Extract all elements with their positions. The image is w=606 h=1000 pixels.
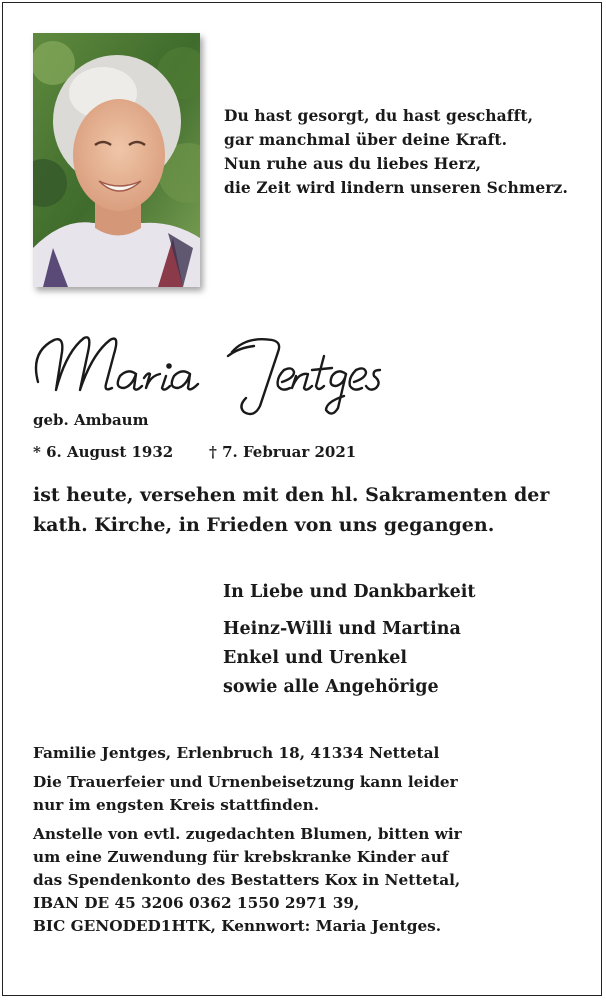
donation-line: das Spendenkonto des Bestatters Kox in Nettetal, [33,871,461,889]
death-date: † 7. Februar 2021 [209,443,357,461]
mourner-line: Heinz-Willi und Martina [223,619,461,639]
ceremony-line: Die Trauerfeier und Urnenbeisetzung kann leider [33,773,458,791]
poem-line: gar manchmal über deine Kraft. [224,130,508,149]
portrait-photo [33,33,200,287]
birth-name: geb. Ambaum [33,411,149,429]
poem-line: die Zeit wird lindern unseren Schmerz. [224,178,568,197]
donation-line: IBAN DE 45 3206 0362 1550 2971 39, [33,894,360,912]
family-address: Familie Jentges, Erlenbruch 18, 41334 Nettetal [33,744,440,762]
announcement [33,480,549,540]
poem [224,104,568,200]
deceased-name-script [32,312,412,422]
poem-line: Du hast gesorgt, du hast geschafft, [224,106,534,125]
info-block [33,742,462,938]
poem-line: Nun ruhe aus du liebes Herz, [224,154,482,173]
signature-intro: In Liebe und Dankbarkeit [223,582,476,602]
ceremony-line: nur im engsten Kreis stattfinden. [33,796,320,814]
donation-line: um eine Zuwendung für krebskranke Kinder auf [33,848,449,866]
donation-line: Anstelle von evtl. zugedachten Blumen, bitten wir [33,825,462,843]
mourner-line: sowie alle Angehörige [223,677,439,697]
mourner-line: Enkel und Urenkel [223,648,408,668]
signature-block [223,578,475,702]
announcement-line: kath. Kirche, in Frieden von uns gegangen. [33,514,495,536]
donation-line: BIC GENODED1HTK, Kennwort: Maria Jentges. [33,917,442,935]
birth-date: * 6. August 1932 [33,443,174,461]
announcement-line: ist heute, versehen mit den hl. Sakramenten der [33,484,550,506]
